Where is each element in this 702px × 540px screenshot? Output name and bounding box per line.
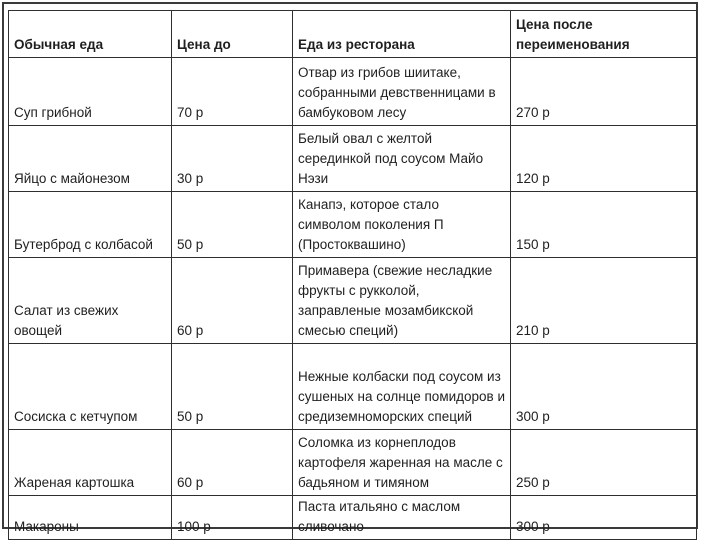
cell-restaurant-name: Канапэ, которое стало символом поколения П (Простоквашино) <box>293 192 511 258</box>
cell-restaurant-name: Соломка из корнеплодов картофеля жаренная на масле с бадьяном и тимяном <box>293 430 511 496</box>
cell-food: Сосиска с кетчупом <box>9 344 172 430</box>
cell-price-after: 300 р <box>511 344 697 430</box>
table-row <box>9 344 697 430</box>
table-row <box>9 192 697 258</box>
cell-price-after: 270 р <box>511 58 697 126</box>
document-frame <box>2 2 698 534</box>
table-row <box>9 430 697 496</box>
table-row <box>9 258 697 344</box>
header-price-after: Цена после переименования <box>511 11 697 58</box>
cell-price-after: 150 р <box>511 192 697 258</box>
cell-food: Жареная картошка <box>9 430 172 496</box>
cell-restaurant-name: Нежные колбаски под соусом из сушеных на солнце помидоров и средиземноморских специй <box>293 344 511 430</box>
cell-food: Салат из свежих овощей <box>9 258 172 344</box>
cell-restaurant-name: Белый овал с желтой серединкой под соусом Майо Нэзи <box>293 126 511 192</box>
cell-restaurant-name: Отвар из грибов шиитаке, собранными девственницами в бамбуковом лесу <box>293 58 511 126</box>
cell-price-before: 100 р <box>172 496 293 540</box>
cell-price-before: 50 р <box>172 192 293 258</box>
cell-price-before: 60 р <box>172 430 293 496</box>
cell-price-before: 50 р <box>172 344 293 430</box>
table-header-row <box>9 11 697 58</box>
cell-food: Макароны <box>9 496 172 540</box>
price-comparison-table <box>8 10 697 540</box>
table-row <box>9 126 697 192</box>
header-restaurant-food: Еда из ресторана <box>293 11 511 58</box>
cell-price-before: 60 р <box>172 258 293 344</box>
cell-price-after: 120 р <box>511 126 697 192</box>
cell-restaurant-name: Паста итальяно с маслом сливочано <box>293 496 511 540</box>
cell-price-after: 300 р <box>511 496 697 540</box>
header-regular-food: Обычная еда <box>9 11 172 58</box>
cell-restaurant-name: Примавера (свежие несладкие фрукты с рукколой, заправленые мозамбикской смесью специй) <box>293 258 511 344</box>
cell-price-after: 210 р <box>511 258 697 344</box>
cell-food: Суп грибной <box>9 58 172 126</box>
header-price-before: Цена до <box>172 11 293 58</box>
cell-price-before: 30 р <box>172 126 293 192</box>
cell-food: Яйцо с майонезом <box>9 126 172 192</box>
table-row <box>9 58 697 126</box>
cell-food: Бутерброд с колбасой <box>9 192 172 258</box>
cell-price-before: 70 р <box>172 58 293 126</box>
cell-price-after: 250 р <box>511 430 697 496</box>
